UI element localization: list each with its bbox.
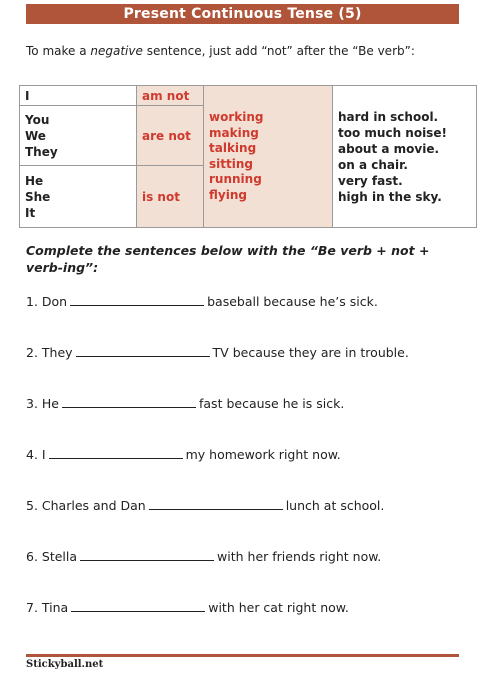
question-2: 2. They TV because they are in trouble. [26, 345, 409, 360]
subject-cell-i: I [20, 86, 137, 106]
page-title: Present Continuous Tense (5) [26, 4, 459, 24]
verb-ing-item: sitting [209, 156, 253, 171]
subject-cell-plural: You We They [20, 106, 137, 166]
ending-item: on a chair. [338, 157, 408, 172]
answer-blank[interactable] [149, 498, 283, 510]
be-verb-are-not: are not [137, 106, 204, 166]
ending-item: hard in school. [338, 109, 439, 124]
footer-credit: Stickyball.net [26, 659, 104, 670]
answer-blank[interactable] [70, 294, 204, 306]
be-verb-is-not: is not [137, 166, 204, 228]
subject-cell-third-person: He She It [20, 166, 137, 228]
intro-emphasis: negative [90, 44, 143, 58]
answer-blank[interactable] [80, 549, 214, 561]
verb-ing-item: flying [209, 187, 247, 202]
ending-item: too much noise! [338, 125, 447, 140]
verb-ing-list [204, 86, 333, 228]
instructions: Complete the sentences below with the “Be verb + not + verb-ing”: [26, 243, 430, 275]
question-6: 6. Stella with her friends right now. [26, 549, 382, 564]
question-7: 7. Tina with her cat right now. [26, 600, 349, 615]
verb-ing-item: working [209, 110, 264, 124]
ending-list [333, 86, 477, 228]
verb-ing-item: talking [209, 141, 257, 155]
answer-blank[interactable] [76, 345, 210, 357]
be-verb-am-not: am not [137, 86, 204, 106]
ending-item: very fast. [338, 173, 403, 188]
question-1: 1. Don baseball because he’s sick. [26, 294, 378, 309]
question-4: 4. I my homework right now. [26, 447, 341, 462]
verb-ing-item: running [209, 172, 262, 186]
answer-blank[interactable] [49, 447, 183, 459]
intro-text: To make a negative sentence, just add “not” after the “Be verb”: [26, 44, 415, 58]
grammar-table [19, 85, 477, 228]
ending-item: high in the sky. [338, 189, 442, 204]
verb-ing-item: making [209, 125, 259, 140]
footer-divider [26, 654, 459, 657]
question-5: 5. Charles and Dan lunch at school. [26, 498, 385, 513]
ending-item: about a movie. [338, 141, 440, 156]
question-3: 3. He fast because he is sick. [26, 396, 345, 411]
answer-blank[interactable] [62, 396, 196, 408]
answer-blank[interactable] [71, 600, 205, 612]
